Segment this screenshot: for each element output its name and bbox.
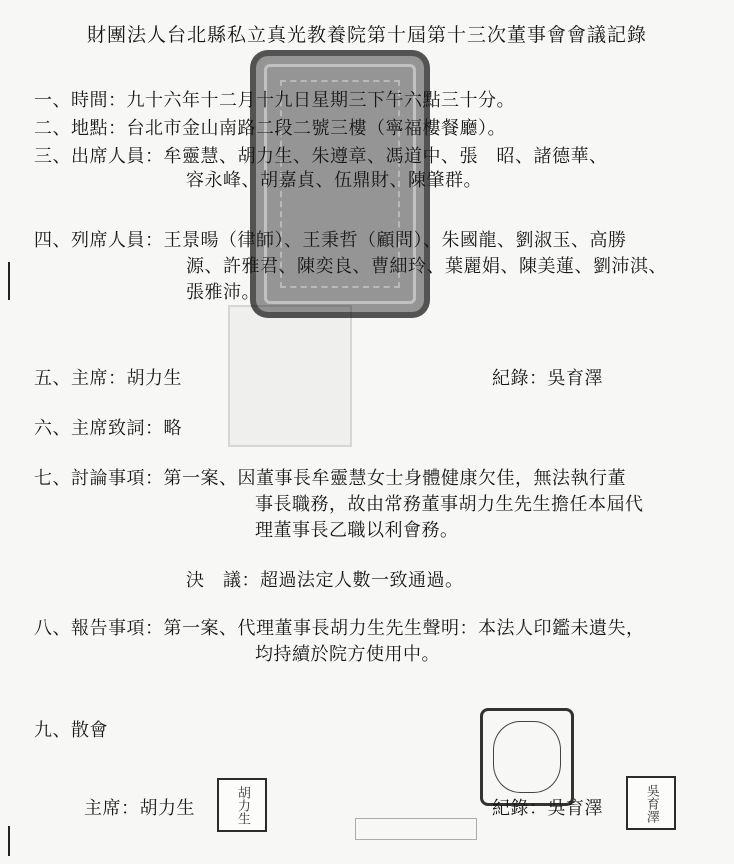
resolution-row: 決 議：超過法定人數一致通過。 [186,570,464,591]
chair-personal-seal [217,778,267,832]
bleed-through-text [600,86,611,102]
place-label: 二、地點： [34,118,127,139]
report-line-1: 第一案、代理董事長胡力生先生聲明：本法人印鑑未遺失， [163,618,645,639]
discussion-label: 七、討論事項： [34,468,164,489]
chair-signature-label: 主席：胡力生 [84,798,195,819]
attendees-line-1: 牟靈慧、胡力生、朱遵章、馮道中、張 昭、諸德華、 [163,146,608,167]
recorder-personal-seal [626,776,676,830]
attendees-line-2: 容永峰、胡嘉貞、伍鼎財、陳肇群。 [186,170,482,191]
discussion-row [34,464,626,490]
footer-stamp-box [355,818,477,840]
report-label: 八、報告事項： [34,618,164,639]
faded-stamp-impression [228,305,352,447]
observers-row [34,226,627,252]
document-title: 財團法人台北縣私立真光教養院第十屆第十三次董事會會議記錄 [86,24,647,46]
chair-seal-text: 胡力生 [234,785,250,825]
observers-line-1: 王景暘（律師）、王秉哲（顧問）、朱國龍、劉淑玉、高勝 [163,230,627,251]
margin-mark [8,262,10,300]
recorder-seal-text: 吳育澤 [643,783,659,823]
recorder-round-seal [480,708,574,806]
observers-label: 四、列席人員： [34,230,164,251]
report-line-2: 均持續於院方使用中。 [255,644,440,665]
report-row [34,614,645,640]
chair-row: 五、主席：胡力生 [34,368,182,389]
observers-line-3: 張雅沛。 [186,282,260,303]
time-value: 九十六年十二月十九日星期三下午六點三十分。 [126,90,515,111]
discussion-line-3: 理董事長乙職以利會務。 [255,520,459,541]
attendees-row [34,142,608,168]
recorder-row: 紀錄：吳育澤 [492,368,603,389]
adjourn-row: 九、散會 [34,720,108,741]
recorder-signature-label: 紀錄：吳育澤 [492,798,603,819]
discussion-line-1: 第一案、因董事長牟靈慧女士身體健康欠佳，無法執行董 [163,468,626,489]
time-label: 一、時間： [34,90,127,111]
place-value: 台北市金山南路二段二號三樓（寧福樓餐廳）。 [126,118,506,139]
observers-line-2: 源、許雅君、陳奕良、曹細玲、葉麗娟、陳美蓮、劉沛淇、 [186,256,667,277]
margin-mark [8,826,10,856]
discussion-line-2: 事長職務，故由常務董事胡力生先生擔任本屆代 [255,494,644,515]
place-row [34,114,506,140]
chair-speech-row: 六、主席致詞：略 [34,418,182,439]
attendees-label: 三、出席人員： [34,146,164,167]
time-row [34,86,515,112]
